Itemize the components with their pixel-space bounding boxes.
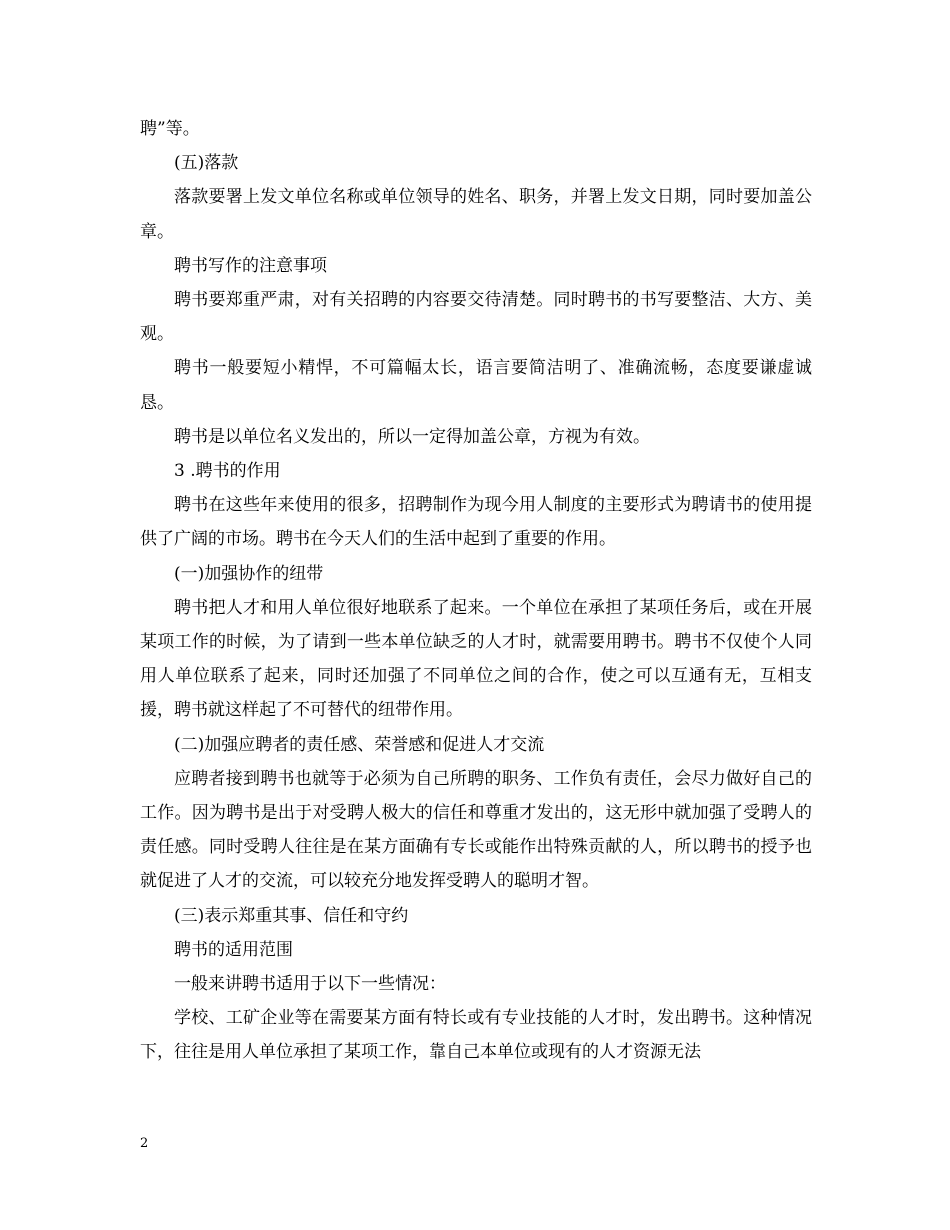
paragraph: 聘书在这些年来使用的很多，招聘制作为现今用人制度的主要形式为聘请书的使用提供了广阔的市场。聘书在今天人们的生活中起到了重要的作用。 xyxy=(140,495,812,550)
paragraph: 聘”等。 xyxy=(140,119,200,139)
section-heading: (二)加强应聘者的责任感、荣誉感和促进人才交流 xyxy=(174,734,545,755)
paragraph: 一般来讲聘书适用于以下一些情况： xyxy=(174,974,446,995)
section-heading: (一)加强协作的纽带 xyxy=(174,563,324,584)
paragraph: 聘书要郑重严肃，对有关招聘的内容要交待清楚。同时聘书的书写要整洁、大方、美观。 xyxy=(140,290,812,345)
paragraph: 学校、工矿企业等在需要某方面有特长或有专业技能的人才时，发出聘书。这种情况下，往往是用人单位承担了某项工作，靠自己本单位或现有的人才资源无法 xyxy=(140,1008,812,1063)
paragraph: 落款要署上发文单位名称或单位领导的姓名、职务，并署上发文日期，同时要加盖公章。 xyxy=(140,187,812,242)
paragraph: 应聘者接到聘书也就等于必须为自己所聘的职务、工作负有责任，会尽力做好自己的工作。因为聘书是出于对受聘人极大的信任和尊重才发出的，这无形中就加强了受聘人的责任感。同时受聘人往往是在某方面确有专长或能作出特殊贡献的人，所以聘书的授予也就促进了人才的交流，可以较充分地发挥受聘人的聪明才智。 xyxy=(140,768,812,892)
page-number: 2 xyxy=(140,1136,149,1151)
paragraph: 聘书是以单位名义发出的，所以一定得加盖公章，方视为有效。 xyxy=(174,426,650,447)
section-heading: 3 .聘书的作用 xyxy=(174,461,281,482)
section-heading: 聘书的适用范围 xyxy=(174,939,293,960)
body-text xyxy=(140,112,812,1070)
paragraph: 聘书把人才和用人单位很好地联系了起来。一个单位在承担了某项任务后，或在开展某项工作的时候，为了请到一些本单位缺乏的人才时，就需要用聘书。聘书不仅使个人同用人单位联系了起来，同时还加强了不同单位之间的合作，使之可以互通有无，互相支援，聘书就这样起了不可替代的纽带作用。 xyxy=(140,597,812,721)
paragraph: 聘书一般要短小精悍，不可篇幅太长，语言要简洁明了、准确流畅，态度要谦虚诚恳。 xyxy=(140,358,812,413)
section-heading: 聘书写作的注意事项 xyxy=(174,255,327,276)
section-heading: (五)落款 xyxy=(174,153,239,174)
section-heading: (三)表示郑重其事、信任和守约 xyxy=(174,905,409,926)
